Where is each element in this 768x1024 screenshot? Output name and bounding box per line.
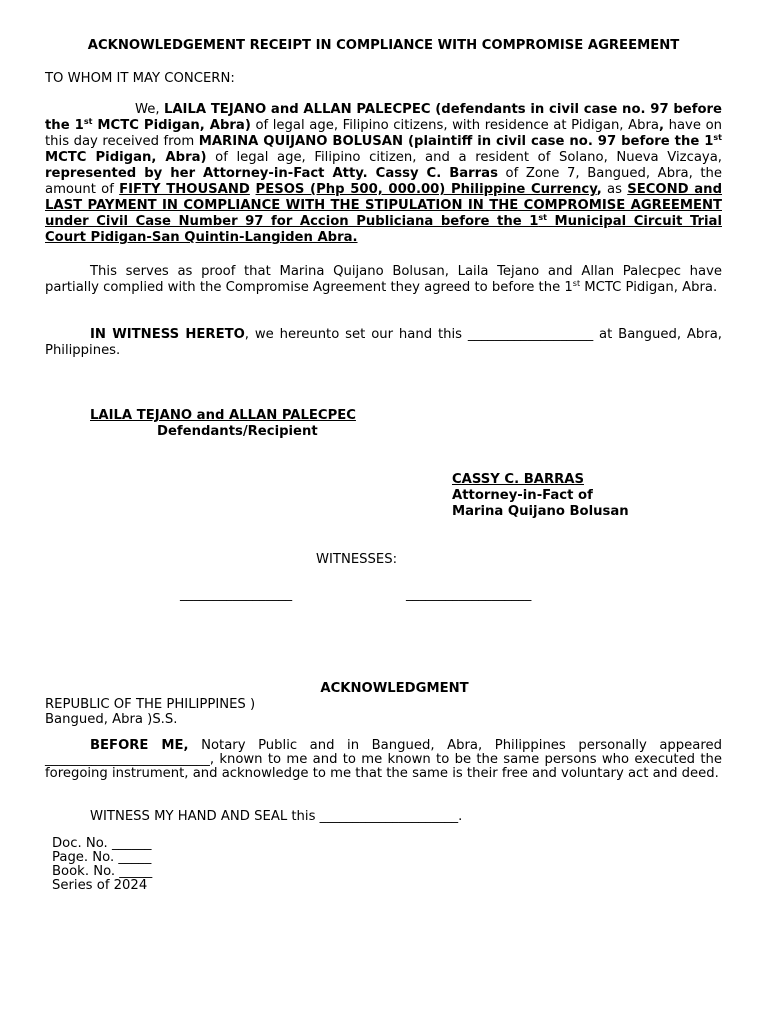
signatory-attorney	[452, 472, 629, 520]
text: of Zone 7, Bangued, Abra, the amount of	[45, 166, 723, 197]
paragraph-witness-hereto: IN WITNESS HERETO, we hereunto set our hand this ___________________ at Bangued, Abra, Philippines.	[45, 327, 722, 358]
defendants-role: Defendants/Recipient	[157, 424, 318, 439]
page-number: Page. No. _____	[52, 850, 152, 865]
amount: FIFTY THOUSAND PESOS (Php 500, 000.00) Philippine Currency	[119, 182, 597, 197]
attorney-representation: represented by her Attorney-in-Fact Atty. Cassy C. Barras	[45, 166, 498, 181]
attorney-signature-name: CASSY C. BARRAS	[452, 472, 584, 487]
venue-line-1: REPUBLIC OF THE PHILIPPINES )	[45, 697, 256, 712]
signatory-defendants	[90, 408, 356, 440]
document-title: ACKNOWLEDGEMENT RECEIPT IN COMPLIANCE WITH COMPROMISE AGREEMENT	[87, 38, 680, 53]
paragraph-receipt: We, LAILA TEJANO and ALLAN PALECPEC (defendants in civil case no. 97 before the 1st MCTC Pidigan, Abra) of legal age, Filipino citizens, with residence at Pidigan, Abra, have on this day received from MARINA QUIJANO BOLUSAN (plaintiff in civil case no. 97 before the 1st MCTC Pidigan, Abra) of legal age, Filipino citizen, and a resident of Solano, Nueva Vizcaya, represented by her Attorney-in-Fact Atty. Cassy C. Barras of Zone 7, Bangued, Abra, the amount of FIFTY THOUSAND PESOS (Php 500, 000.00) Philippine Currency, as SECOND and LAST PAYMENT IN COMPLIANCE WITH THE STIPULATION IN THE COMPROMISE AGREEMENT under Civil Case Number 97 for Accion Publiciana before the 1st Municipal Circuit Trial Court Pidigan-San Quintin-Langiden Abra.	[45, 102, 723, 245]
text: of legal age, Filipino citizens, with residence at Pidigan, Abra	[250, 118, 659, 133]
paragraph-proof: This serves as proof that Marina Quijano Bolusan, Laila Tejano and Allan Palecpec have partially complied with the Compromise Agreement they agreed to before the 1st MCTC Pidigan, Abra.	[45, 264, 722, 295]
witness-signature-line-1: _________________	[180, 587, 293, 602]
book-number: Book. No. _____	[52, 864, 153, 879]
text: We,	[135, 102, 164, 117]
payment-stipulation: SECOND and LAST PAYMENT IN COMPLIANCE WITH THE STIPULATION IN THE COMPROMISE AGREEMENT under Civil Case Number 97 for Accion Publiciana before the 1st Municipal Circuit Trial Court Pidigan-San Quintin-Langiden Abra.	[45, 182, 723, 245]
attorney-role: Attorney-in-Fact of	[452, 488, 593, 503]
acknowledgment-title: ACKNOWLEDGMENT	[320, 681, 469, 696]
text: have on this day received from	[45, 118, 723, 149]
venue-line-2: Bangued, Abra )S.S.	[45, 712, 178, 727]
series-year: Series of 2024	[52, 878, 148, 893]
plaintiff-name: MARINA QUIJANO BOLUSAN (plaintiff in civil case no. 97 before the 1st MCTC Pidigan, Abra)	[45, 133, 722, 165]
notary-register	[52, 837, 152, 893]
acknowledgment-body: BEFORE ME, Notary Public and in Bangued, Abra, Philippines personally appeared _________________________, known to me and to me known to be the same persons who executed the foregoing instrument, and acknowledge to me that the same is their free and voluntary act and deed.	[45, 738, 722, 781]
witnesses-label: WITNESSES:	[316, 552, 398, 567]
text: of legal age, Filipino citizen, and a resident of Solano, Nueva Vizcaya,	[206, 150, 722, 165]
defendants-names: LAILA TEJANO and ALLAN PALECPEC (defendants in civil case no. 97 before the 1st MCTC Pidigan, Abra)	[45, 102, 722, 133]
witness-hand-seal: WITNESS MY HAND AND SEAL this _____________________.	[90, 809, 463, 824]
witness-signature-line-2: ___________________	[406, 587, 532, 602]
text: as	[601, 182, 628, 197]
salutation: TO WHOM IT MAY CONCERN:	[45, 71, 235, 86]
attorney-principal: Marina Quijano Bolusan	[452, 504, 629, 519]
doc-number: Doc. No. ______	[52, 836, 152, 851]
defendants-signature-name: LAILA TEJANO and ALLAN PALECPEC	[90, 408, 356, 423]
